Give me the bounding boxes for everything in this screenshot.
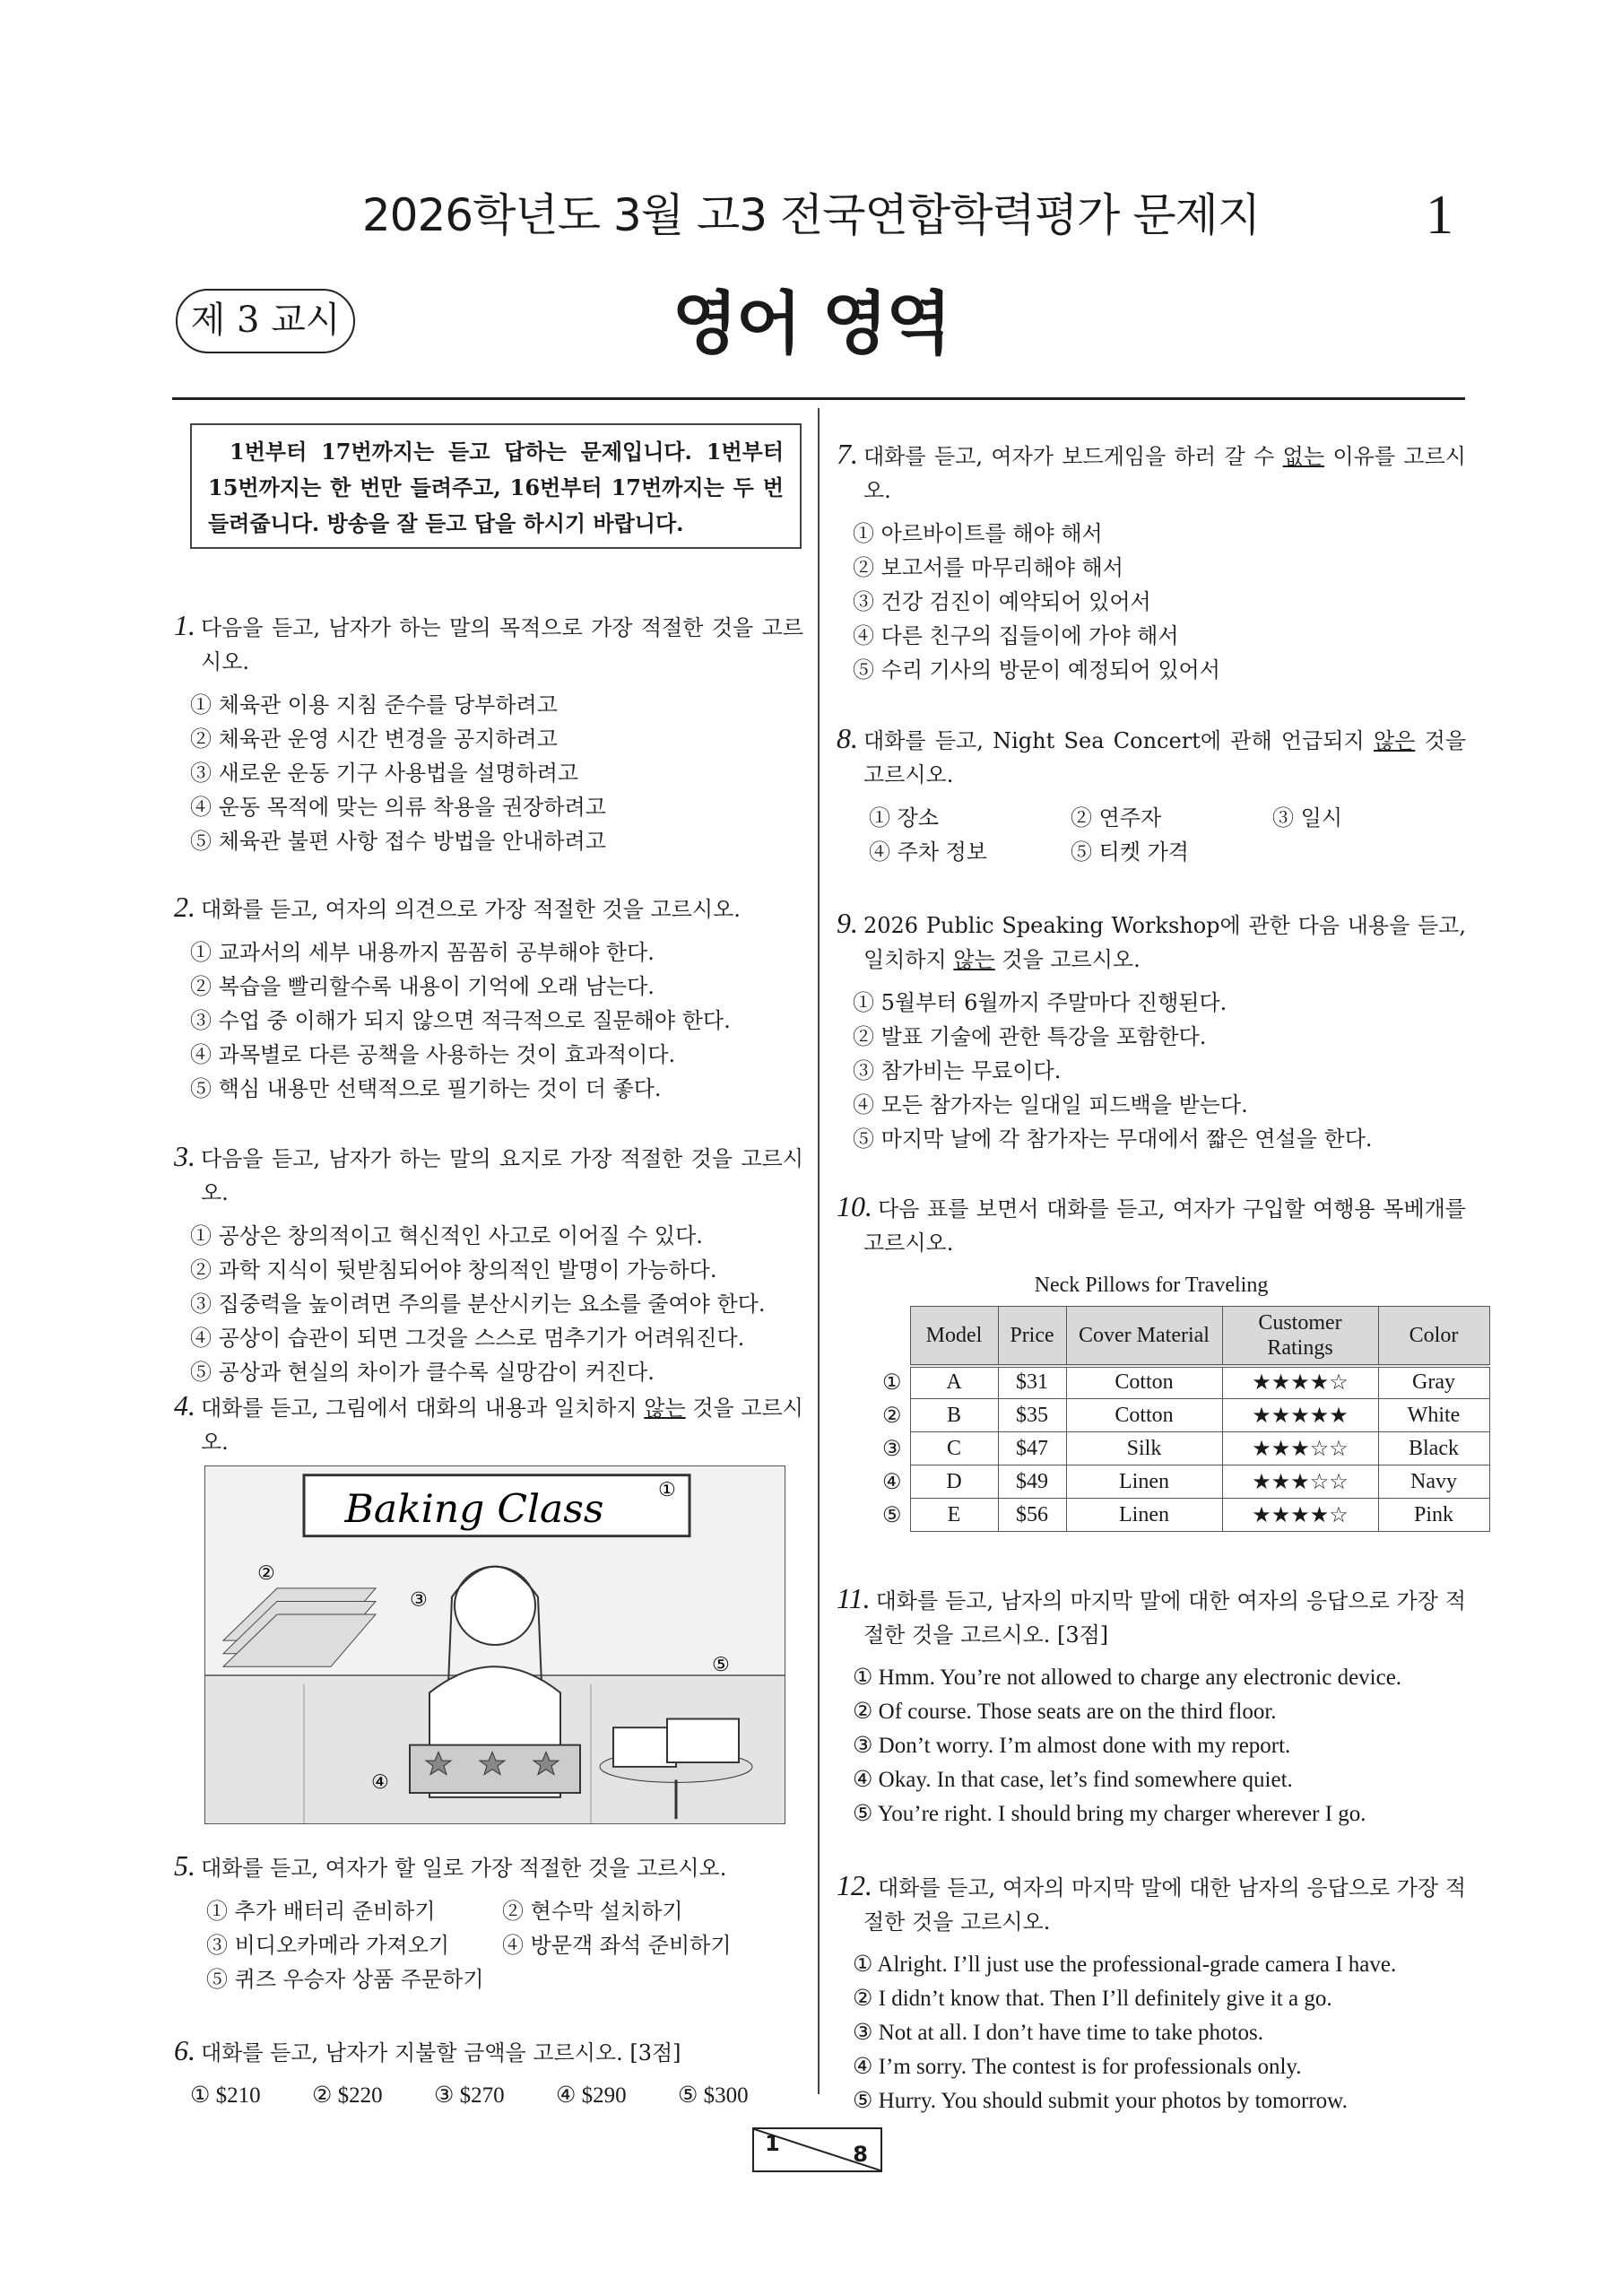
option-3[interactable]: ③ 수업 중 이해가 되지 않으면 적극적으로 질문해야 한다. xyxy=(190,1008,731,1033)
question-10 xyxy=(837,1189,1466,1269)
question-number: 1. xyxy=(174,609,195,641)
table-cell: $56 xyxy=(998,1499,1066,1532)
label-3: ③ xyxy=(410,1588,428,1612)
question-6 xyxy=(174,2033,803,2113)
stem-text: 대화를 듣고, 그림에서 대화의 내용과 일치하지 xyxy=(201,1396,645,1421)
option-4[interactable]: ④ 운동 목적에 맞는 의류 착용을 권장하려고 xyxy=(190,795,606,820)
option-3[interactable]: ③ 일시 xyxy=(1272,805,1342,831)
question-stem xyxy=(837,1868,1466,1939)
options xyxy=(174,688,803,858)
table-cell: E xyxy=(910,1499,998,1532)
header-divider xyxy=(172,397,1465,400)
option-1[interactable]: ① 추가 배터리 준비하기 xyxy=(206,1899,436,1924)
option-2[interactable]: ② $220 xyxy=(312,2083,383,2108)
question-3 xyxy=(174,1139,803,1389)
neck-pillow-table xyxy=(874,1306,1490,1532)
stem-text: 대화를 듣고, Night Sea Concert에 관해 언급되지 xyxy=(863,728,1374,753)
question-number: 10. xyxy=(837,1190,872,1222)
option-1[interactable]: ① 아르바이트를 해야 해서 xyxy=(853,521,1103,546)
option-3[interactable]: ③ Not at all. I don’t have time to take photos. xyxy=(853,2021,1263,2045)
option-4[interactable]: ④ 방문객 좌석 준비하기 xyxy=(502,1933,732,1958)
option-1[interactable]: ① 5월부터 6월까지 주말마다 진행된다. xyxy=(853,990,1227,1015)
period-badge: 제 3 교시 xyxy=(176,289,355,353)
question-number: 2. xyxy=(174,891,195,923)
table-cell: Linen xyxy=(1066,1465,1222,1499)
question-stem xyxy=(837,721,1466,792)
question-stem xyxy=(837,1581,1466,1652)
option-5[interactable]: ⑤ 핵심 내용만 선택적으로 필기하는 것이 더 좋다. xyxy=(190,1076,662,1101)
option-4[interactable]: ④ 공상이 습관이 되면 그것을 스스로 멈추기가 어려워진다. xyxy=(190,1326,745,1351)
table-cell: D xyxy=(910,1465,998,1499)
option-4[interactable]: ④ 다른 친구의 집들이에 가야 해서 xyxy=(853,623,1179,648)
question-stem xyxy=(837,437,1466,508)
label-1: ① xyxy=(658,1479,676,1501)
table-cell: ★★★★★ xyxy=(1222,1399,1378,1432)
question-4 xyxy=(174,1388,803,1468)
col-ratings: Customer Ratings xyxy=(1222,1307,1378,1366)
blank-cell xyxy=(874,1307,910,1366)
option-number: ③ xyxy=(881,1437,902,1461)
underlined-word: 않는 xyxy=(644,1396,686,1421)
option-1[interactable]: ① 교과서의 세부 내용까지 꼼꼼히 공부해야 한다. xyxy=(190,940,655,965)
table-cell: ★★★★☆ xyxy=(1222,1366,1378,1399)
question-number: 8. xyxy=(837,722,858,754)
question-8 xyxy=(837,721,1466,869)
question-number: 12. xyxy=(837,1869,872,1901)
options xyxy=(837,1661,1466,1831)
col-model: Model xyxy=(910,1307,998,1366)
question-stem xyxy=(174,1139,803,1210)
table-cell: Silk xyxy=(1066,1432,1222,1465)
label-5: ⑤ xyxy=(711,1654,730,1677)
label-2: ② xyxy=(257,1562,275,1586)
question-stem xyxy=(837,1189,1466,1260)
question-1 xyxy=(174,608,803,858)
col-material: Cover Material xyxy=(1066,1307,1222,1366)
option-4[interactable]: ④ $290 xyxy=(556,2083,627,2108)
question-number: 3. xyxy=(174,1140,195,1172)
table-cell: A xyxy=(910,1366,998,1399)
stem-text: 대화를 듣고, 남자의 마지막 말에 대한 여자의 응답으로 가장 적절한 것을 고르시오. [3점] xyxy=(863,1588,1466,1648)
table-cell: $31 xyxy=(998,1366,1066,1399)
table-cell: Gray xyxy=(1378,1366,1489,1399)
stem-text: 것을 고르시오. xyxy=(201,1396,803,1455)
stem-text: 것을 고르시오. xyxy=(863,728,1466,787)
question-number: 4. xyxy=(174,1389,195,1422)
option-2[interactable]: ② 현수막 설치하기 xyxy=(502,1899,683,1924)
stem-text: 다음 표를 보면서 대화를 듣고, 여자가 구입할 여행용 목베개를 고르시오. xyxy=(863,1196,1466,1256)
question-stem xyxy=(174,890,803,926)
question-stem xyxy=(174,1848,803,1885)
table-header-row xyxy=(874,1307,1489,1366)
option-4[interactable]: ④ Okay. In that case, let’s find somewhere quiet. xyxy=(853,1768,1293,1792)
option-4[interactable]: ④ 주차 정보 xyxy=(869,839,987,865)
underlined-word: 않는 xyxy=(953,947,995,972)
table-cell: ★★★★☆ xyxy=(1222,1499,1378,1532)
stem-text: 대화를 듣고, 여자의 의견으로 가장 적절한 것을 고르시오. xyxy=(201,897,741,922)
stem-text: 대화를 듣고, 여자가 보드게임을 하러 갈 수 xyxy=(863,444,1283,469)
stem-text: 대화를 듣고, 여자의 마지막 말에 대한 남자의 응답으로 가장 적절한 것을 고르시오. xyxy=(863,1875,1466,1935)
option-5[interactable]: ⑤ 마지막 날에 각 참가자는 무대에서 짧은 연설을 한다. xyxy=(853,1126,1373,1152)
option-5[interactable]: ⑤ You’re right. I should bring my charger wherever I go. xyxy=(853,1802,1366,1826)
stem-text: 것을 고르시오. xyxy=(994,947,1141,972)
option-2[interactable]: ② 발표 기술에 관한 특강을 포함한다. xyxy=(853,1024,1207,1049)
question-5 xyxy=(174,1848,803,1996)
option-5[interactable]: ⑤ $300 xyxy=(678,2083,749,2108)
question-number: 5. xyxy=(174,1849,195,1882)
option-3[interactable]: ③ 새로운 운동 기구 사용법을 설명하려고 xyxy=(190,761,579,786)
table-cell: C xyxy=(910,1432,998,1465)
options xyxy=(174,1894,803,1996)
option-3[interactable]: ③ 건강 검진이 예약되어 있어서 xyxy=(853,589,1151,614)
stem-text: 다음을 듣고, 남자가 하는 말의 요지로 가장 적절한 것을 고르시오. xyxy=(201,1146,803,1205)
option-2[interactable]: ② I didn’t know that. Then I’ll definitely give it a go. xyxy=(853,1987,1332,2011)
table-cell: $35 xyxy=(998,1399,1066,1432)
current-page: 1 xyxy=(765,2131,780,2156)
options xyxy=(837,986,1466,1156)
question-stem xyxy=(174,608,803,679)
table-cell: Linen xyxy=(1066,1499,1222,1532)
option-4[interactable]: ④ 과목별로 다른 공책을 사용하는 것이 효과적이다. xyxy=(190,1042,676,1067)
options xyxy=(837,517,1466,687)
option-1[interactable]: ① 체육관 이용 지침 준수를 당부하려고 xyxy=(190,692,558,718)
table-cell: Pink xyxy=(1378,1499,1489,1532)
option-3[interactable]: ③ 참가비는 무료이다. xyxy=(853,1058,1062,1083)
underlined-word: 없는 xyxy=(1282,444,1325,469)
question-number: 7. xyxy=(837,438,858,470)
question-number: 11. xyxy=(837,1582,871,1614)
option-2[interactable]: ② 연주자 xyxy=(1071,805,1162,831)
stem-text: 이유를 고르시오. xyxy=(863,444,1466,503)
option-3[interactable]: ③ Don’t worry. I’m almost done with my report. xyxy=(853,1734,1291,1758)
exam-title: 2026학년도 3월 고3 전국연합학력평가 문제지 xyxy=(361,189,1261,241)
option-3[interactable]: ③ $270 xyxy=(434,2083,505,2108)
table-cell: ★★★☆☆ xyxy=(1222,1465,1378,1499)
page-number: 1 xyxy=(1426,185,1453,246)
options xyxy=(174,1219,803,1389)
table-row[interactable] xyxy=(874,1366,1489,1399)
options xyxy=(837,1948,1466,2118)
stem-text: 다음을 듣고, 남자가 하는 말의 목적으로 가장 적절한 것을 고르시오. xyxy=(201,615,803,674)
option-2[interactable]: ② 복습을 빨리할수록 내용이 기억에 오래 남는다. xyxy=(190,974,655,999)
question-11 xyxy=(837,1581,1466,1831)
question-stem xyxy=(174,2033,803,2070)
option-number: ④ xyxy=(881,1470,902,1494)
option-1[interactable]: ① Hmm. You’re not allowed to charge any electronic device. xyxy=(853,1665,1402,1690)
option-3[interactable]: ③ 집중력을 높이려면 주의를 분산시키는 요소를 줄여야 한다. xyxy=(190,1292,766,1317)
option-1[interactable]: ① 장소 xyxy=(869,805,939,831)
question-9 xyxy=(837,906,1466,1156)
option-5[interactable]: ⑤ 티켓 가격 xyxy=(1071,839,1189,865)
table-row[interactable] xyxy=(874,1499,1489,1532)
total-pages: 8 xyxy=(853,2142,868,2167)
option-5[interactable]: ⑤ Hurry. You should submit your photos by tomorrow. xyxy=(853,2089,1348,2113)
option-5[interactable]: ⑤ 공상과 현실의 차이가 클수록 실망감이 커진다. xyxy=(190,1360,655,1385)
options xyxy=(174,2079,803,2113)
option-3[interactable]: ③ 비디오카메라 가져오기 xyxy=(206,1933,450,1958)
table-row[interactable] xyxy=(874,1399,1489,1432)
options xyxy=(837,801,1466,869)
option-2[interactable]: ② 체육관 운영 시간 변경을 공지하려고 xyxy=(190,726,558,752)
option-5[interactable]: ⑤ 퀴즈 우승자 상품 주문하기 xyxy=(206,1967,484,1992)
listening-notice: 1번부터 17번까지는 듣고 답하는 문제입니다. 1번부터 15번까지는 한 번만 들려주고, 16번부터 17번까지는 두 번 들려줍니다. 방송을 잘 듣고 답을 하시기 바랍니다. xyxy=(190,423,802,549)
question-12 xyxy=(837,1868,1466,2118)
question-number: 6. xyxy=(174,2034,195,2066)
stem-text: 대화를 듣고, 여자가 할 일로 가장 적절한 것을 고르시오. xyxy=(201,1856,727,1881)
option-1[interactable]: ① $210 xyxy=(190,2083,261,2108)
option-number: ② xyxy=(881,1404,902,1428)
banner-text: Baking Class xyxy=(344,1487,604,1532)
subject-title: 영어 영역 xyxy=(672,283,950,363)
underlined-word: 않은 xyxy=(1373,728,1416,753)
question-number: 9. xyxy=(837,907,858,939)
question-stem xyxy=(837,906,1466,977)
option-4[interactable]: ④ I’m sorry. The contest is for professionals only. xyxy=(853,2055,1302,2079)
table-row[interactable] xyxy=(874,1465,1489,1499)
question-stem xyxy=(174,1388,803,1459)
option-4[interactable]: ④ 모든 참가자는 일대일 피드백을 받는다. xyxy=(853,1092,1248,1118)
col-color: Color xyxy=(1378,1307,1489,1366)
option-2[interactable]: ② Of course. Those seats are on the third floor. xyxy=(853,1700,1277,1724)
table-cell: Cotton xyxy=(1066,1399,1222,1432)
option-number: ⑤ xyxy=(881,1503,902,1527)
option-5[interactable]: ⑤ 체육관 불편 사항 접수 방법을 안내하려고 xyxy=(190,829,606,854)
baking-class-illustration xyxy=(204,1465,785,1824)
table-cell: $49 xyxy=(998,1465,1066,1499)
table-row[interactable] xyxy=(874,1432,1489,1465)
option-1[interactable]: ① Alright. I’ll just use the professional-grade camera I have. xyxy=(853,1952,1397,1977)
table-cell: B xyxy=(910,1399,998,1432)
column-divider xyxy=(818,408,820,2094)
question-2 xyxy=(174,890,803,1106)
option-1[interactable]: ① 공상은 창의적이고 혁신적인 사고로 이어질 수 있다. xyxy=(190,1223,703,1248)
options xyxy=(174,935,803,1106)
table-cell: Black xyxy=(1378,1432,1489,1465)
table-cell: Navy xyxy=(1378,1465,1489,1499)
stem-text: 2026 Public Speaking Workshop에 관한 다음 내용을 듣고, 일치하지 xyxy=(863,913,1466,972)
label-4: ④ xyxy=(371,1771,389,1795)
question-7 xyxy=(837,437,1466,687)
col-price: Price xyxy=(998,1307,1066,1366)
stem-text: 대화를 듣고, 남자가 지불할 금액을 고르시오. [3점] xyxy=(201,2040,681,2066)
table-cell: $47 xyxy=(998,1432,1066,1465)
table-cell: ★★★☆☆ xyxy=(1222,1432,1378,1465)
option-2[interactable]: ② 보고서를 마무리해야 해서 xyxy=(853,555,1123,580)
table-cell: White xyxy=(1378,1399,1489,1432)
option-5[interactable]: ⑤ 수리 기사의 방문이 예정되어 있어서 xyxy=(853,657,1220,683)
table-cell: Cotton xyxy=(1066,1366,1222,1399)
table-title: Neck Pillows for Traveling xyxy=(1034,1274,1269,1297)
option-2[interactable]: ② 과학 지식이 뒷받침되어야 창의적인 발명이 가능하다. xyxy=(190,1257,717,1283)
option-number: ① xyxy=(881,1370,902,1395)
page-indicator xyxy=(752,2127,882,2172)
